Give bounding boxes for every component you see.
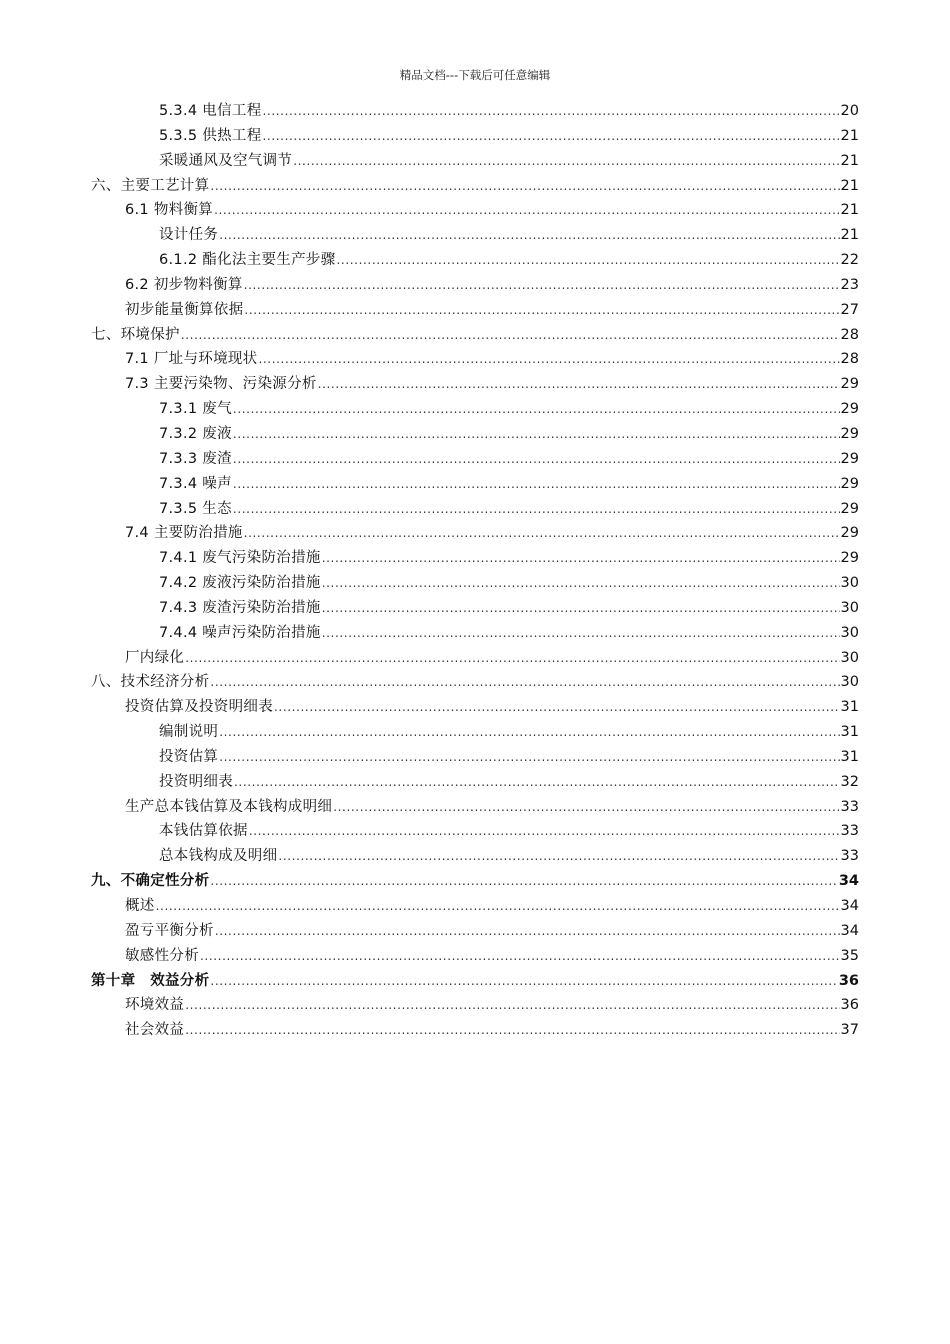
toc-entry-page-number: 22 <box>840 252 859 269</box>
toc-entry-page-number: 28 <box>840 326 859 343</box>
table-of-contents <box>91 99 859 1043</box>
toc-entry-title: 7.4 主要防治措施 <box>125 525 243 542</box>
toc-entry[interactable] <box>91 521 859 546</box>
toc-dot-leader <box>210 969 837 994</box>
toc-entry[interactable] <box>91 621 859 646</box>
toc-entry-page-number: 29 <box>840 500 859 517</box>
toc-entry-title: 7.3.5 生态 <box>159 500 232 517</box>
toc-dot-leader <box>263 124 840 149</box>
toc-dot-leader <box>210 869 837 894</box>
toc-dot-leader <box>219 720 839 745</box>
toc-entry[interactable] <box>91 323 859 348</box>
toc-entry-page-number: 29 <box>840 550 859 567</box>
toc-entry-title: 7.3.2 废液 <box>159 425 232 442</box>
toc-dot-leader <box>233 472 840 497</box>
toc-dot-leader <box>322 596 840 621</box>
toc-dot-leader <box>322 546 840 571</box>
toc-entry-page-number: 36 <box>838 972 859 989</box>
toc-dot-leader <box>185 993 839 1018</box>
toc-entry-page-number: 23 <box>840 276 859 293</box>
toc-entry[interactable] <box>91 497 859 522</box>
toc-entry-page-number: 20 <box>840 103 859 119</box>
toc-entry[interactable] <box>91 447 859 472</box>
toc-entry-page-number: 33 <box>840 798 859 815</box>
toc-entry-title: 5.3.5 供热工程 <box>159 127 262 144</box>
toc-entry-page-number: 29 <box>840 475 859 492</box>
toc-entry-page-number: 27 <box>840 301 859 318</box>
page-header: 精品文档---下载后可任意编辑 <box>399 68 551 82</box>
toc-entry-title: 敏感性分析 <box>125 947 199 964</box>
toc-entry-title: 编制说明 <box>159 724 219 741</box>
toc-entry-title: 九、不确定性分析 <box>91 873 210 890</box>
toc-entry[interactable] <box>91 1018 859 1043</box>
toc-entry[interactable] <box>91 472 859 497</box>
toc-entry[interactable] <box>91 969 859 994</box>
toc-entry-title: 7.3.3 废渣 <box>159 450 232 467</box>
toc-entry-page-number: 34 <box>838 873 859 890</box>
toc-entry-page-number: 28 <box>840 351 859 368</box>
toc-entry[interactable] <box>91 770 859 795</box>
toc-entry-page-number: 35 <box>840 947 859 964</box>
toc-entry-page-number: 30 <box>840 624 859 641</box>
toc-entry-title: 7.4.1 废气污染防治措施 <box>159 550 321 567</box>
toc-entry-title: 环境效益 <box>125 997 185 1014</box>
toc-entry[interactable] <box>91 919 859 944</box>
toc-entry-title: 5.3.4 电信工程 <box>159 103 262 119</box>
toc-entry-title: 7.3 主要污染物、污染源分析 <box>125 376 317 393</box>
toc-dot-leader <box>215 919 840 944</box>
toc-entry[interactable] <box>91 422 859 447</box>
toc-entry-page-number: 29 <box>840 525 859 542</box>
toc-entry[interactable] <box>91 298 859 323</box>
toc-entry-page-number: 31 <box>840 699 859 716</box>
toc-dot-leader <box>322 621 840 646</box>
toc-dot-leader <box>318 372 840 397</box>
toc-entry[interactable] <box>91 944 859 969</box>
toc-entry[interactable] <box>91 844 859 869</box>
toc-entry[interactable] <box>91 571 859 596</box>
toc-entry[interactable] <box>91 124 859 149</box>
toc-dot-leader <box>234 770 840 795</box>
toc-entry[interactable] <box>91 248 859 273</box>
toc-entry-title: 7.3.1 废气 <box>159 401 232 418</box>
toc-entry-title: 6.2 初步物料衡算 <box>125 276 243 293</box>
toc-entry-page-number: 21 <box>840 227 859 244</box>
toc-dot-leader <box>233 497 840 522</box>
toc-entry[interactable] <box>91 273 859 298</box>
toc-entry-title: 投资估算及投资明细表 <box>125 699 273 716</box>
toc-entry[interactable] <box>91 174 859 199</box>
toc-entry[interactable] <box>91 198 859 223</box>
toc-dot-leader <box>278 844 839 869</box>
toc-dot-leader <box>244 298 839 323</box>
toc-entry-title: 设计任务 <box>159 227 219 244</box>
toc-entry-title: 七、环境保护 <box>91 326 180 343</box>
toc-entry[interactable] <box>91 546 859 571</box>
toc-entry[interactable] <box>91 372 859 397</box>
toc-dot-leader <box>185 1018 839 1043</box>
toc-entry-title: 总本钱构成及明细 <box>159 848 278 865</box>
toc-entry-title: 八、技术经济分析 <box>91 674 210 691</box>
toc-entry[interactable] <box>91 869 859 894</box>
toc-dot-leader <box>293 149 839 174</box>
toc-entry[interactable] <box>91 993 859 1018</box>
toc-dot-leader <box>244 521 840 546</box>
toc-entry-page-number: 30 <box>840 649 859 666</box>
toc-entry-title: 7.4.4 噪声污染防治措施 <box>159 624 321 641</box>
toc-entry-page-number: 31 <box>840 748 859 765</box>
toc-dot-leader <box>181 323 840 348</box>
toc-entry-page-number: 29 <box>840 376 859 393</box>
toc-dot-leader <box>233 397 840 422</box>
toc-entry-title: 6.1.2 酯化法主要生产步骤 <box>159 252 336 269</box>
toc-dot-leader <box>219 223 839 248</box>
toc-entry-page-number: 21 <box>840 202 859 219</box>
toc-dot-leader <box>200 944 840 969</box>
toc-entry-page-number: 34 <box>840 922 859 939</box>
toc-entry-page-number: 33 <box>840 848 859 865</box>
toc-dot-leader <box>214 198 839 223</box>
toc-dot-leader <box>233 447 840 472</box>
toc-entry-page-number: 37 <box>840 1022 859 1039</box>
toc-entry-page-number: 30 <box>840 575 859 592</box>
toc-dot-leader <box>233 422 840 447</box>
toc-entry-title: 盈亏平衡分析 <box>125 922 214 939</box>
toc-entry-page-number: 34 <box>840 898 859 914</box>
toc-entry[interactable] <box>91 745 859 770</box>
toc-entry-page-number: 33 <box>840 823 859 840</box>
toc-entry-title: 7.1 厂址与环境现状 <box>125 351 258 368</box>
toc-entry-title: 投资估算 <box>159 748 219 765</box>
toc-entry-title: 投资明细表 <box>159 773 233 790</box>
toc-entry[interactable] <box>91 695 859 720</box>
toc-entry-page-number: 29 <box>840 425 859 442</box>
toc-entry-title: 六、主要工艺计算 <box>91 177 210 194</box>
toc-entry[interactable] <box>91 99 859 124</box>
toc-entry-title: 6.1 物料衡算 <box>125 202 214 219</box>
toc-entry-page-number: 21 <box>840 177 859 194</box>
toc-dot-leader <box>185 646 839 671</box>
toc-entry[interactable] <box>91 223 859 248</box>
toc-entry-page-number: 30 <box>840 599 859 616</box>
toc-entry-title: 第十章 效益分析 <box>91 972 210 989</box>
toc-entry[interactable] <box>91 596 859 621</box>
toc-entry-title: 社会效益 <box>125 1022 185 1039</box>
toc-entry-page-number: 32 <box>840 773 859 790</box>
toc-dot-leader <box>322 571 840 596</box>
toc-entry[interactable] <box>91 795 859 820</box>
toc-dot-leader <box>219 745 839 770</box>
toc-entry-title: 7.3.4 噪声 <box>159 475 232 492</box>
toc-dot-leader <box>263 99 840 124</box>
toc-dot-leader <box>337 248 840 273</box>
toc-entry-page-number: 31 <box>840 724 859 741</box>
toc-entry[interactable] <box>91 720 859 745</box>
toc-entry-title: 7.4.3 废渣污染防治措施 <box>159 599 321 616</box>
toc-entry[interactable] <box>91 819 859 844</box>
toc-entry-title: 厂内绿化 <box>125 649 185 666</box>
toc-entry[interactable] <box>91 894 859 919</box>
toc-entry[interactable] <box>91 646 859 671</box>
toc-entry-title: 初步能量衡算依据 <box>125 301 244 318</box>
toc-dot-leader <box>210 174 839 199</box>
toc-dot-leader <box>210 670 839 695</box>
toc-entry-title: 本钱估算依据 <box>159 823 248 840</box>
toc-entry-page-number: 36 <box>840 997 859 1014</box>
toc-entry-page-number: 30 <box>840 674 859 691</box>
toc-dot-leader <box>258 347 839 372</box>
toc-entry-title: 概述 <box>125 898 155 914</box>
toc-entry-title: 采暖通风及空气调节 <box>159 152 293 169</box>
toc-dot-leader <box>274 695 840 720</box>
toc-entry-page-number: 21 <box>840 152 859 169</box>
toc-entry[interactable] <box>91 149 859 174</box>
toc-entry-page-number: 29 <box>840 401 859 418</box>
toc-entry-title: 7.4.2 废液污染防治措施 <box>159 575 321 592</box>
toc-entry[interactable] <box>91 397 859 422</box>
toc-dot-leader <box>156 894 840 919</box>
toc-dot-leader <box>249 819 840 844</box>
toc-entry[interactable] <box>91 670 859 695</box>
toc-entry-title: 生产总本钱估算及本钱构成明细 <box>125 798 333 815</box>
toc-dot-leader <box>333 795 839 820</box>
toc-entry[interactable] <box>91 347 859 372</box>
toc-entry-page-number: 21 <box>840 127 859 144</box>
toc-entry-page-number: 29 <box>840 450 859 467</box>
toc-dot-leader <box>244 273 840 298</box>
